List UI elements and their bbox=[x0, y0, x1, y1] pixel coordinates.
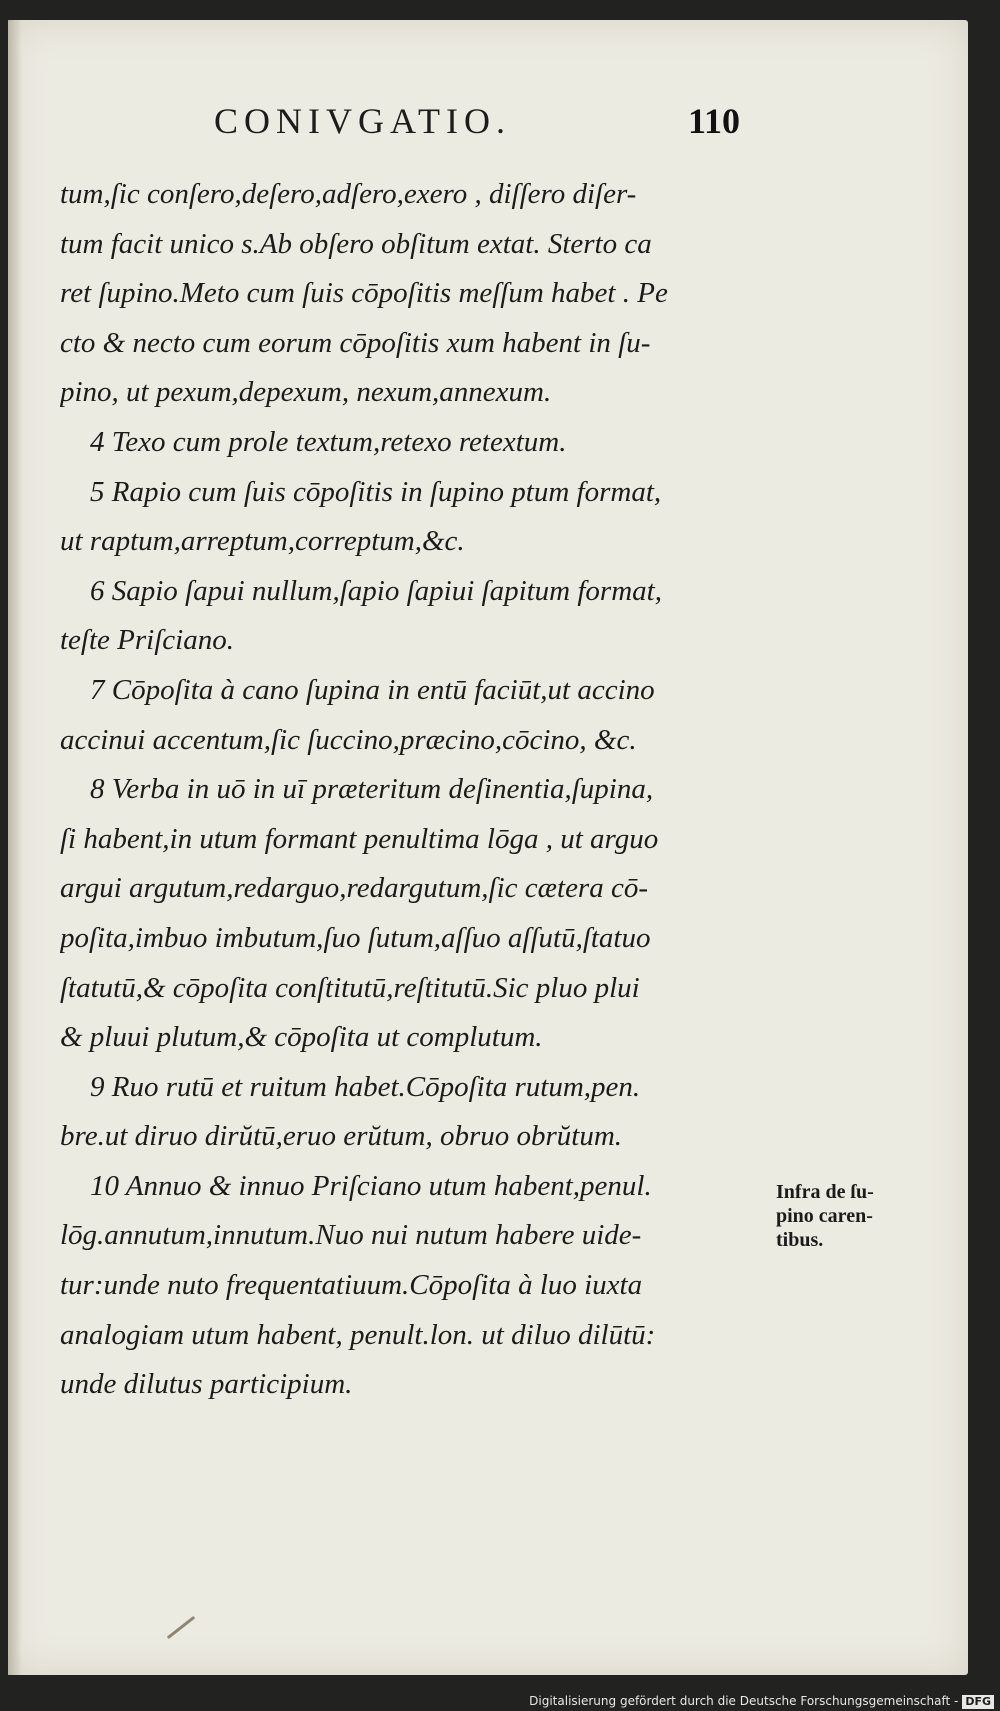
digitization-credit bbox=[529, 1694, 994, 1709]
marginal-note-line: pino caren- bbox=[776, 1205, 873, 1227]
running-title: CONIVGATIO. bbox=[214, 101, 511, 141]
marginal-note-line: tibus. bbox=[776, 1229, 824, 1251]
text-line: analogiam utum habent, penult.lon. ut diluo dilūtū: bbox=[60, 1318, 656, 1351]
text-line: 4 Texo cum prole textum,retexo retextum. bbox=[90, 425, 567, 458]
marginal-note-line: Infra de ſu- bbox=[776, 1181, 874, 1203]
text-line: 10 Annuo & innuo Priſciano utum habent,penul. bbox=[90, 1169, 652, 1202]
text-line: argui argutum,redarguo,redargutum,ſic cætera cō- bbox=[60, 872, 649, 905]
credit-text: Digitalisierung gefördert durch die Deutsche Forschungsgemeinschaft - bbox=[529, 1694, 959, 1708]
book-page bbox=[8, 20, 968, 1675]
text-line: cto & necto cum eorum cōpoſitis xum habent in ſu- bbox=[60, 326, 651, 359]
running-head bbox=[8, 92, 968, 148]
text-line: ut raptum,arreptum,correptum,&c. bbox=[60, 525, 465, 558]
text-line: poſita,imbuo imbutum,ſuo ſutum,aſſuo aſſutū,ſtatuo bbox=[60, 921, 651, 954]
text-line: ſtatutū,& cōpoſita conſtitutū,reſtitutū.Sic pluo plui bbox=[60, 971, 640, 1004]
text-line: tum facit unico s.Ab obſero obſitum extat. Sterto ca bbox=[60, 227, 652, 260]
text-line: accinui accentum,ſic ſuccino,præcino,cōcino, &c. bbox=[60, 723, 637, 756]
text-line: 6 Sapio ſapui nullum,ſapio ſapiui ſapitum format, bbox=[90, 574, 662, 607]
text-line: 7 Cōpoſita à cano ſupina in entū faciūt,ut accino bbox=[90, 673, 655, 706]
text-line: & pluui plutum,& cōpoſita ut complutum. bbox=[60, 1021, 543, 1054]
text-line: 8 Verba in uō in uī præteritum deſinentia,ſupina, bbox=[90, 773, 654, 806]
text-line: 5 Rapio cum ſuis cōpoſitis in ſupino ptum format, bbox=[90, 475, 662, 508]
page-number: 110 bbox=[688, 101, 741, 141]
text-line: pino, ut pexum,depexum, nexum,annexum. bbox=[60, 376, 552, 409]
text-line: 9 Ruo rutū et ruitum habet.Cōpoſita rutum,pen. bbox=[90, 1070, 641, 1103]
pen-mark bbox=[167, 1616, 196, 1639]
text-line: lōg.annutum,innutum.Nuo nui nutum habere uide- bbox=[60, 1219, 642, 1252]
text-line: ſi habent,in utum formant penultima lōga , ut arguo bbox=[60, 822, 659, 855]
text-line: tur:unde nuto frequentatiuum.Cōpoſita à luo iuxta bbox=[60, 1269, 643, 1302]
dfg-logo-icon: DFG bbox=[962, 1695, 994, 1709]
marginal-note bbox=[776, 1180, 936, 1252]
text-line: bre.ut diruo dirŭtū,eruo erŭtum, obruo obrŭtum. bbox=[60, 1120, 623, 1153]
text-line: tum,ſic conſero,deſero,adſero,exero , diſſero diſer- bbox=[60, 178, 637, 210]
text-line: unde dilutus participium. bbox=[60, 1368, 353, 1401]
text-line: ret ſupino.Meto cum ſuis cōpoſitis meſſum habet . Pe bbox=[60, 277, 668, 310]
text-line: teſte Priſciano. bbox=[60, 624, 234, 657]
main-text-block bbox=[60, 170, 768, 1410]
